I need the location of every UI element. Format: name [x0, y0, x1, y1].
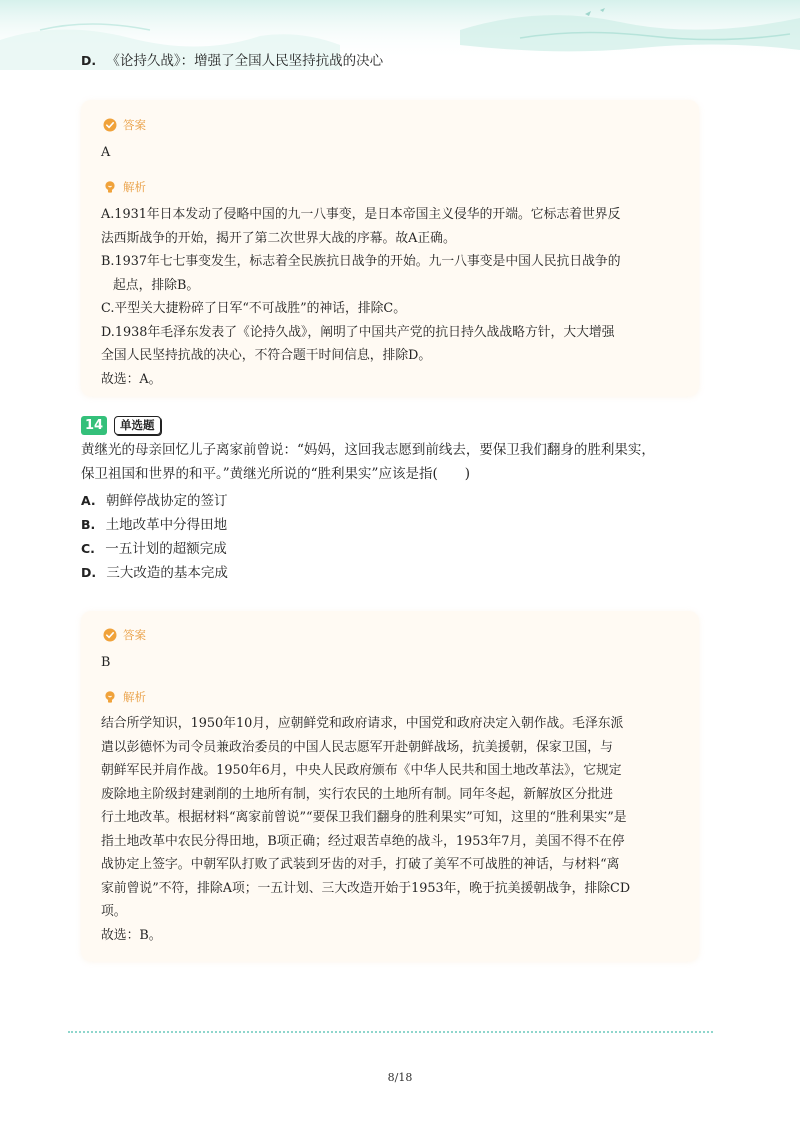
analysis-line: 废除地主阶级封建剥削的土地所有制，实行农民的土地所有制。同年冬起，新解放区分批进: [101, 786, 613, 802]
check-badge-icon: [103, 628, 117, 642]
question-type-badge: 单选题: [114, 416, 161, 435]
stem-line: 黄继光的母亲回忆儿子离家前曾说：“妈妈，这回我志愿到前线去，要保卫我们翻身的胜利果实，: [81, 442, 655, 458]
stem-line: 保卫祖国和世界的和平。”黄继光所说的“胜利果实”应该是指( ): [81, 466, 470, 482]
option-letter: D.: [81, 565, 97, 580]
option-d[interactable]: [81, 563, 228, 583]
option-text: 一五计划的超额完成: [105, 541, 227, 557]
option-letter: A.: [81, 493, 96, 508]
option-text: 《论持久战》：增强了全国人民坚持抗战的决心: [106, 53, 384, 69]
answer-tag: [103, 627, 146, 643]
answer-tag-label: 答案: [123, 628, 146, 642]
option-text: 土地改革中分得田地: [105, 517, 228, 533]
answer-value: A: [101, 145, 111, 160]
option-letter: C.: [81, 541, 95, 556]
analysis-tag: [103, 689, 146, 705]
analysis-line: D.1938年毛泽东发表了《论持久战》，阐明了中国共产党的抗日持久战战略方针，大大增强: [101, 324, 615, 340]
answer-value: B: [101, 655, 111, 670]
option-b[interactable]: [81, 515, 227, 535]
answer-box-1: [81, 100, 699, 396]
answer-tag: [103, 117, 146, 133]
analysis-line: 起点，排除B。: [113, 277, 200, 293]
analysis-line: 故选：A。: [101, 371, 162, 387]
answer-box-2: [81, 611, 699, 961]
page-number: 8/18: [387, 1071, 413, 1084]
option-a[interactable]: [81, 491, 227, 511]
analysis-line: 战协定上签字。中朝军队打败了武装到牙齿的对手，打破了美军不可战胜的神话，与材料“离: [101, 857, 620, 872]
analysis-line: 故选：B。: [101, 927, 162, 943]
lightbulb-icon: [103, 690, 117, 704]
option-text: 朝鲜停战协定的签订: [105, 493, 228, 509]
analysis-line: 项。: [101, 904, 127, 919]
option-letter: B.: [81, 517, 96, 532]
analysis-line: 家前曾说”不符，排除A项；一五计划、三大改造开始于1953年，晚于抗美援朝战争，排除CD: [101, 880, 631, 896]
analysis-line: B.1937年七七事变发生，标志着全民族抗日战争的开始。九一八事变是中国人民抗日战争的: [101, 254, 621, 269]
analysis-line: A.1931年日本发动了侵略中国的九一八事变，是日本帝国主义侵华的开端。它标志着世界反: [101, 207, 621, 222]
analysis-line: 结合所学知识，1950年10月，应朝鲜党和政府请求，中国党和政府决定入朝作战。毛泽东派: [101, 716, 624, 731]
option-c[interactable]: [81, 539, 227, 559]
option-text: 三大改造的基本完成: [106, 565, 228, 581]
analysis-line: 遣以彭德怀为司令员兼政治委员的中国人民志愿军开赴朝鲜战场，抗美援朝，保家卫国，与: [101, 739, 613, 755]
check-badge-icon: [103, 118, 117, 132]
analysis-line: 行土地改革。根据材料“离家前曾说”“要保卫我们翻身的胜利果实”可知，这里的“胜利果实”是: [101, 810, 627, 825]
analysis-text: [101, 203, 621, 391]
answer-tag-label: 答案: [123, 118, 146, 132]
analysis-text: [101, 712, 630, 947]
question-number-badge: 14: [81, 416, 107, 435]
analysis-line: 指土地改革中农民分得田地，B项正确；经过艰苦卓绝的战斗，1953年7月，美国不得不在停: [101, 833, 625, 849]
footer-divider: [68, 1031, 713, 1033]
lightbulb-icon: [103, 180, 117, 194]
analysis-tag: [103, 179, 146, 195]
analysis-tag-label: 解析: [123, 180, 146, 194]
question-stem: [81, 438, 655, 486]
option-letter: D.: [81, 53, 97, 68]
analysis-line: 全国人民坚持抗战的决心，不符合题干时间信息，排除D。: [101, 348, 432, 363]
analysis-line: C.平型关大捷粉碎了日军“不可战胜”的神话，排除C。: [101, 301, 407, 316]
analysis-line: 法西斯战争的开始，揭开了第二次世界大战的序幕。故A正确。: [101, 230, 456, 246]
prev-option-d: [81, 51, 383, 71]
analysis-line: 朝鲜军民并肩作战。1950年6月，中央人民政府颁布《中华人民共和国土地改革法》，它规定: [101, 763, 622, 778]
analysis-tag-label: 解析: [123, 690, 146, 704]
